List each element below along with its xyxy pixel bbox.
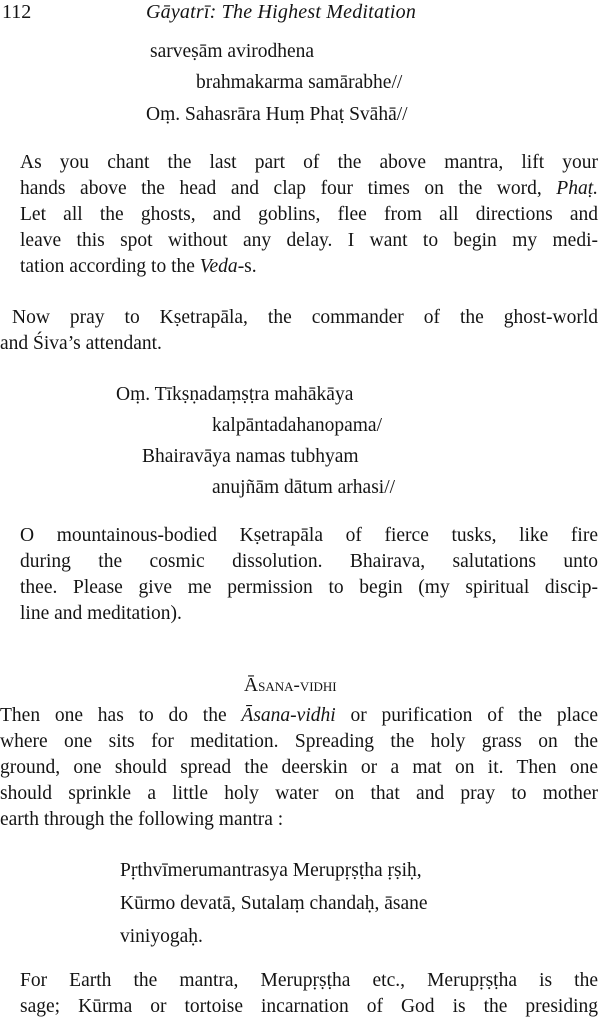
heading-rest: sana-vidhi <box>258 675 337 696</box>
mantra-line: Pṛthvīmerumantrasya Merupṛṣṭha ṛṣiḥ, <box>120 860 422 881</box>
mantra-line: anujñām dātum arhasi// <box>212 477 396 498</box>
text-line: ground, one should spread the deerskin or a mat on it. Then one <box>0 757 598 778</box>
text-span: Then one has to do the <box>0 705 242 726</box>
italic-term: Āsana-vidhi <box>241 705 336 726</box>
text-line <box>0 703 598 729</box>
italic-term: Veda <box>199 256 238 277</box>
text-line: For Earth the mantra, Merupṛṣṭha etc., Merupṛṣṭha is the <box>20 970 598 991</box>
page-header <box>0 0 600 30</box>
mantra-line: kalpāntadahanopama/ <box>212 415 383 436</box>
mantra-line: Oṃ. Sahasrāra Huṃ Phaṭ Svāhā// <box>146 104 408 125</box>
mantra-line: viniyogaḥ. <box>120 926 203 947</box>
heading-initial: Ā <box>244 675 259 696</box>
text-line: As you chant the last part of the above mantra, lift your <box>20 152 598 173</box>
mantra-line: sarveṣām avirodhena <box>150 41 315 62</box>
text-line <box>20 254 598 280</box>
mantra-line: brahmakarma samārabhe// <box>196 72 403 93</box>
text-line: leave this spot without any delay. I want to begin my medi- <box>20 230 598 251</box>
text-line: O mountainous-bodied Kṣetrapāla of fierce tusks, like fire <box>20 525 598 546</box>
text-line: where one sits for meditation. Spreading the holy grass on the <box>0 731 598 752</box>
text-span: hands above the head and clap four times on the word, <box>20 178 557 199</box>
mantra-line: Oṃ. Tīkṣṇadaṃṣṭra mahākāya <box>116 384 354 405</box>
text-line: should sprinkle a little holy water on that and pray to mother <box>0 783 598 804</box>
text-line: during the cosmic dissolution. Bhairava, salutations unto <box>20 551 598 572</box>
section-heading <box>244 673 337 699</box>
text-line: thee. Please give me permission to begin (my spiritual discip- <box>20 577 598 598</box>
text-line: Let all the ghosts, and goblins, flee from all directions and <box>20 204 598 225</box>
text-line: Now pray to Kṣetrapāla, the commander of the ghost-world <box>12 307 598 328</box>
mantra-line: Kūrmo devatā, Sutalaṃ chandaḥ, āsane <box>120 893 428 914</box>
text-line <box>20 176 598 202</box>
italic-term: Phaṭ. <box>556 178 598 199</box>
page-number: 112 <box>2 1 32 23</box>
text-line: and Śiva’s attendant. <box>0 333 162 354</box>
text-span: -s. <box>237 256 257 277</box>
text-span: tation according to the <box>20 256 200 277</box>
text-line: line and meditation). <box>20 603 182 624</box>
running-title: Gāyatrī: The Highest Meditation <box>146 1 417 23</box>
mantra-line: Bhairavāya namas tubhyam <box>142 446 359 467</box>
text-line: sage; Kūrma or tortoise incarnation of God is the presiding <box>20 996 598 1017</box>
text-line: earth through the following mantra : <box>0 809 284 830</box>
text-span: or purification of the place <box>335 705 598 726</box>
